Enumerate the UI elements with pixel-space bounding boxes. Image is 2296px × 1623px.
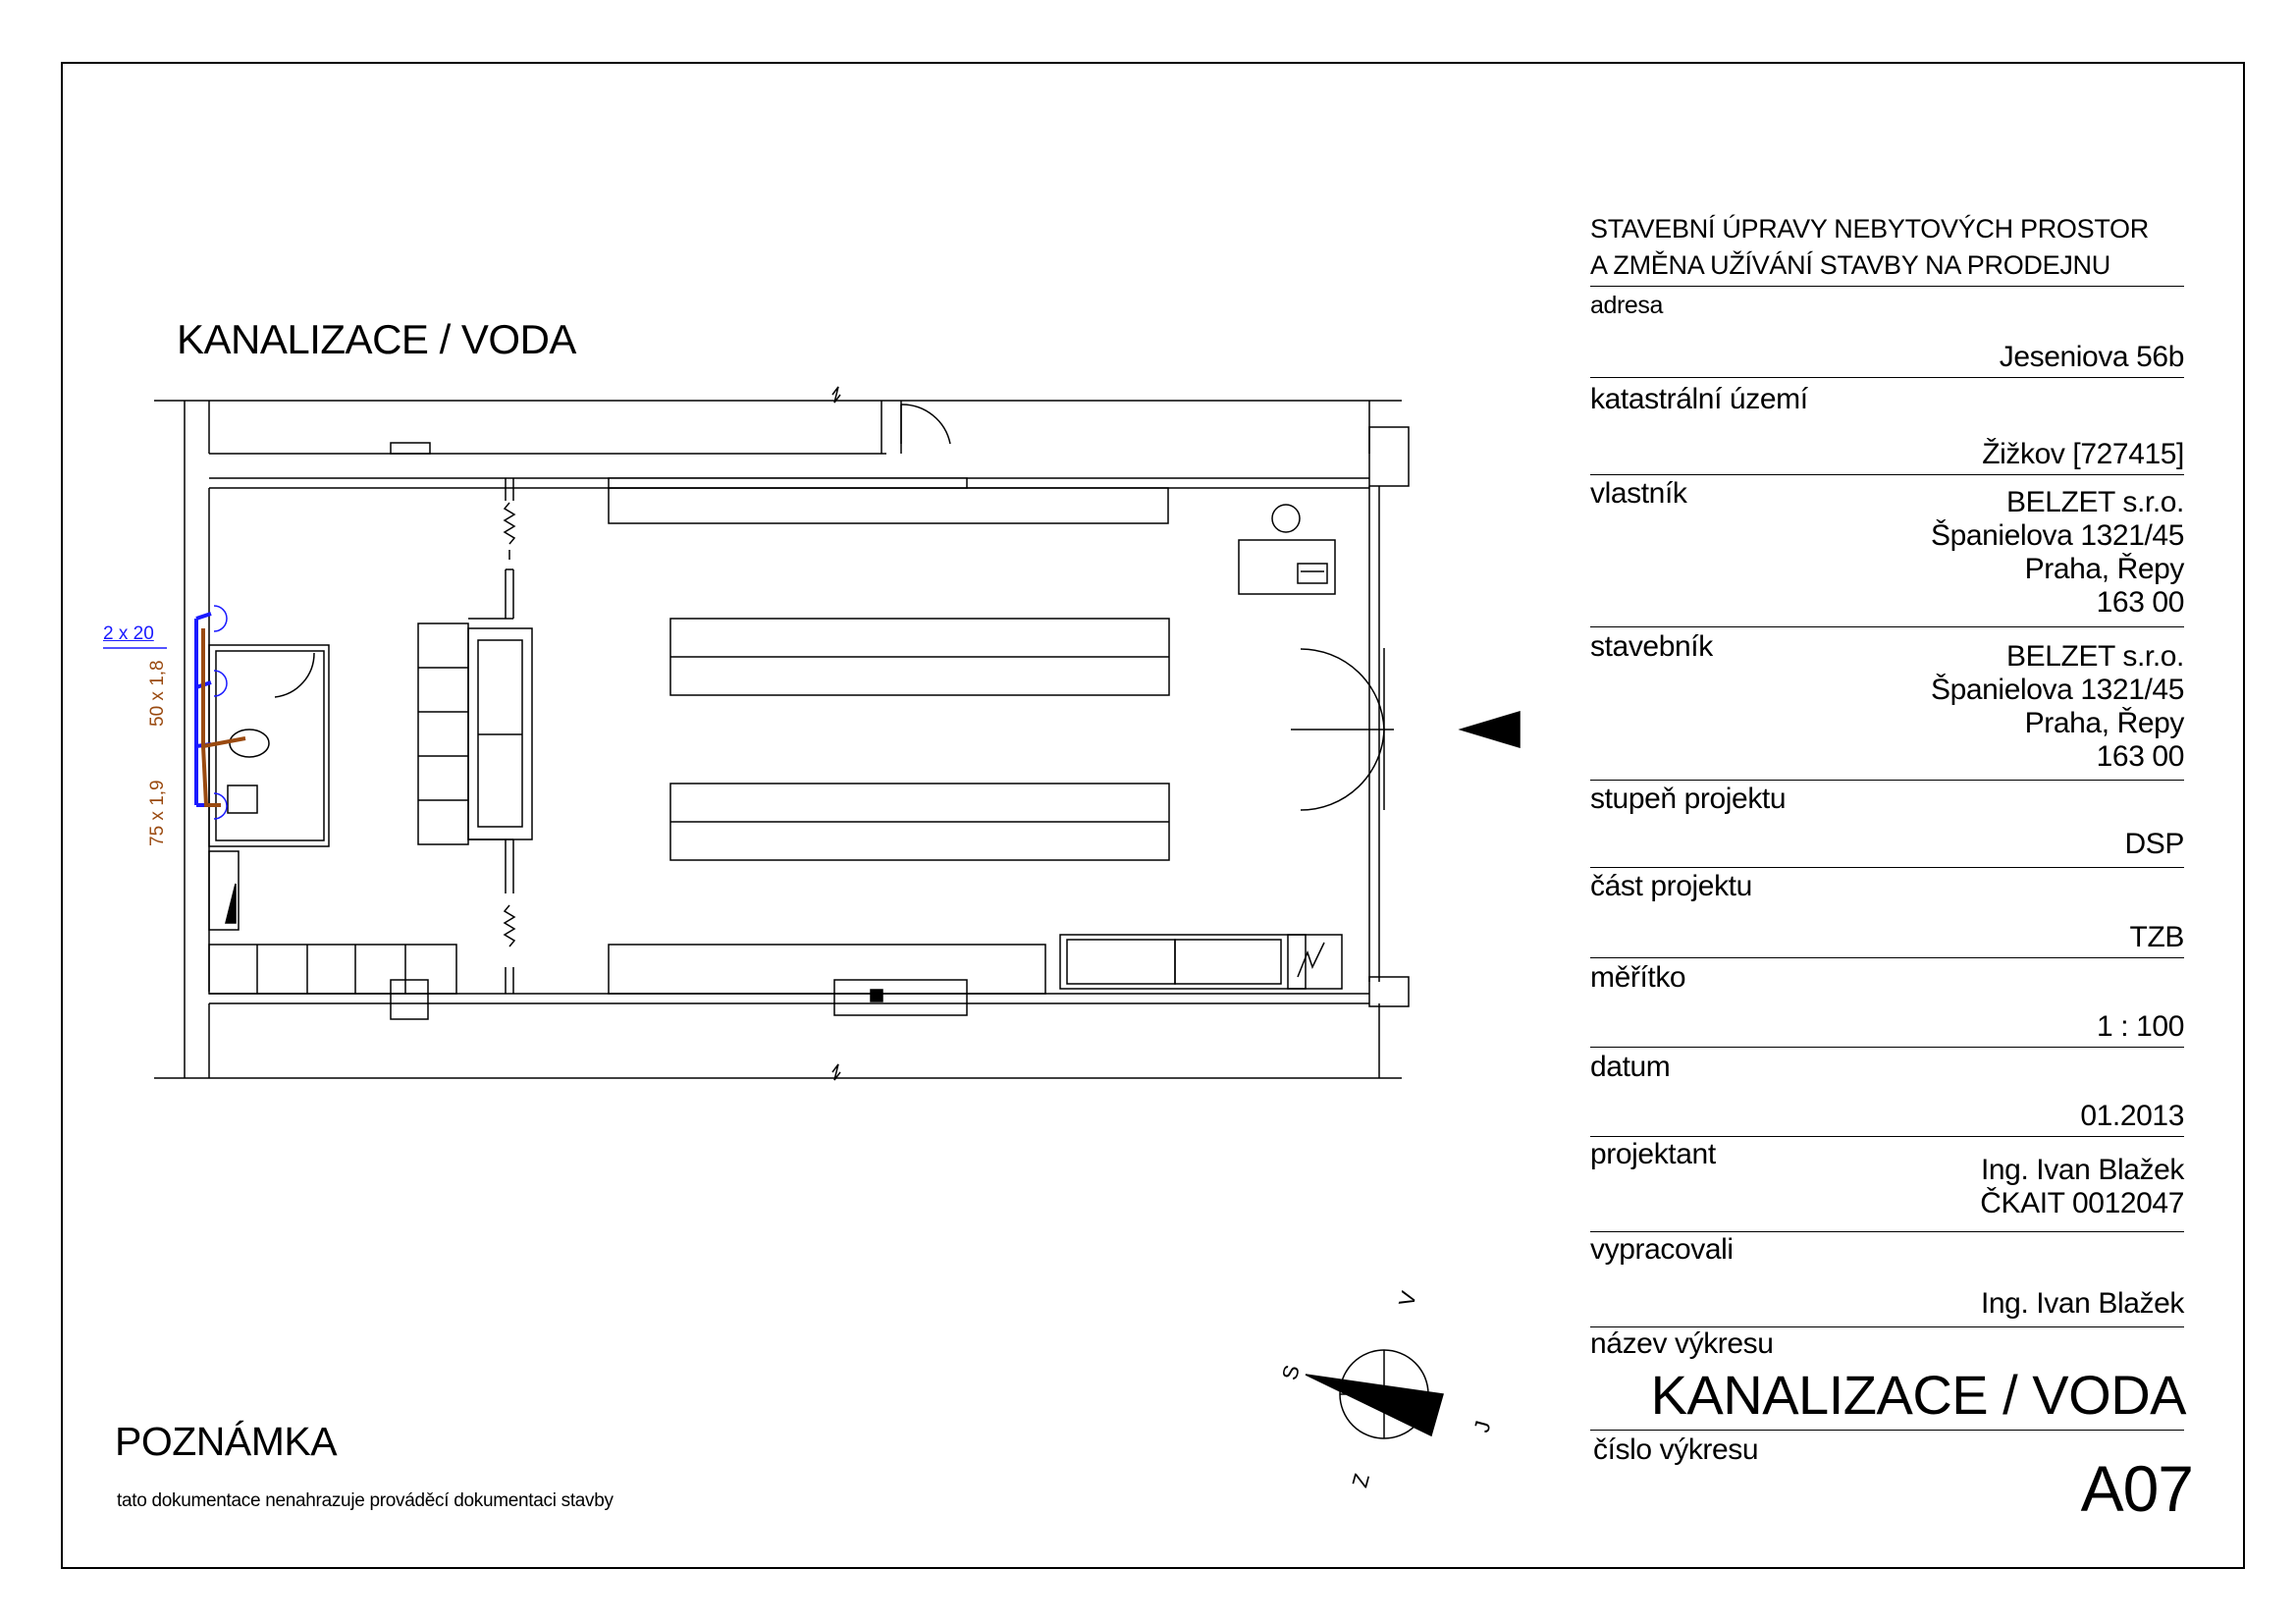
owner-line: Španielova 1321/45: [1930, 519, 2184, 552]
owner-label: vlastník: [1590, 477, 1687, 510]
furniture: [209, 488, 1342, 994]
stage-label: stupeň projektu: [1590, 783, 1787, 815]
divider: [1590, 1136, 2184, 1137]
owner-line: 163 00: [2096, 586, 2184, 619]
note-title: POZNÁMKA: [115, 1419, 338, 1464]
cadastral-value: Žižkov [727415]: [1982, 438, 2184, 470]
project-line-1: STAVEBNÍ ÚPRAVY NEBYTOVÝCH PROSTOR: [1590, 214, 2149, 243]
note-text: tato dokumentace nenahrazuje prováděcí dokumentaci stavby: [117, 1490, 614, 1511]
cadastral-label: katastrální území: [1590, 383, 1808, 415]
builder-line: Španielova 1321/45: [1930, 674, 2184, 706]
compass-south-label: J: [1468, 1418, 1496, 1435]
divider: [1590, 957, 2184, 958]
address-value: Jeseniova 56b: [1999, 341, 2184, 373]
builder-line: Praha, Řepy: [2024, 707, 2184, 739]
drain-lower-label: 75 x 1,9: [147, 780, 168, 846]
entrance-arrow-icon: [1461, 712, 1520, 747]
designer-line: ČKAIT 0012047: [1980, 1187, 2184, 1219]
owner-value: [1931, 486, 2184, 620]
stage-value: DSP: [2124, 828, 2184, 860]
designer-value: [1980, 1154, 2184, 1220]
builder-value: [1931, 640, 2184, 774]
prepared-label: vypracovali: [1590, 1233, 1734, 1266]
divider: [1590, 1231, 2184, 1232]
compass-west-label: Z: [1347, 1471, 1375, 1490]
divider: [1590, 474, 2184, 475]
address-label: adresa: [1590, 292, 1664, 319]
drain-upper-label: 50 x 1,8: [147, 660, 168, 727]
builder-line: 163 00: [2096, 740, 2184, 773]
prepared-value: Ing. Ivan Blažek: [1980, 1287, 2184, 1320]
divider: [1590, 286, 2184, 287]
compass-rose: [1306, 1350, 1443, 1438]
designer-line: Ing. Ivan Blažek: [1980, 1154, 2184, 1186]
compass-north-label: S: [1276, 1362, 1305, 1383]
builder-label: stavebník: [1590, 630, 1713, 663]
project-line-2: A ZMĚNA UŽÍVÁNÍ STAVBY NA PRODEJNU: [1590, 250, 2110, 280]
divider: [1590, 780, 2184, 781]
compass-east-label: V: [1393, 1288, 1421, 1310]
plan-title: KANALIZACE / VODA: [177, 316, 576, 362]
sanitary-room: [209, 645, 329, 930]
part-value: TZB: [2129, 921, 2184, 953]
project-name: [1590, 211, 2184, 284]
owner-line: BELZET s.r.o.: [2006, 486, 2184, 518]
building-outline: [154, 387, 1409, 1080]
designer-label: projektant: [1590, 1138, 1716, 1170]
divider: [1590, 1430, 2184, 1431]
drawing-name-value: KANALIZACE / VODA: [1650, 1364, 2186, 1426]
scale-label: měřítko: [1590, 961, 1686, 994]
divider: [1590, 377, 2184, 378]
builder-line: BELZET s.r.o.: [2006, 640, 2184, 673]
divider: [1590, 867, 2184, 868]
owner-line: Praha, Řepy: [2024, 553, 2184, 585]
drawing-name-label: název výkresu: [1590, 1327, 1774, 1360]
water-pipe-label: 2 x 20: [103, 623, 154, 644]
drawing-no-value: A07: [2080, 1452, 2193, 1525]
divider: [1590, 1047, 2184, 1048]
part-label: část projektu: [1590, 870, 1752, 902]
divider: [1590, 626, 2184, 627]
drawing-no-label: číslo výkresu: [1593, 1434, 1759, 1466]
date-value: 01.2013: [2080, 1100, 2184, 1132]
date-label: datum: [1590, 1051, 1671, 1083]
scale-value: 1 : 100: [2097, 1010, 2184, 1043]
